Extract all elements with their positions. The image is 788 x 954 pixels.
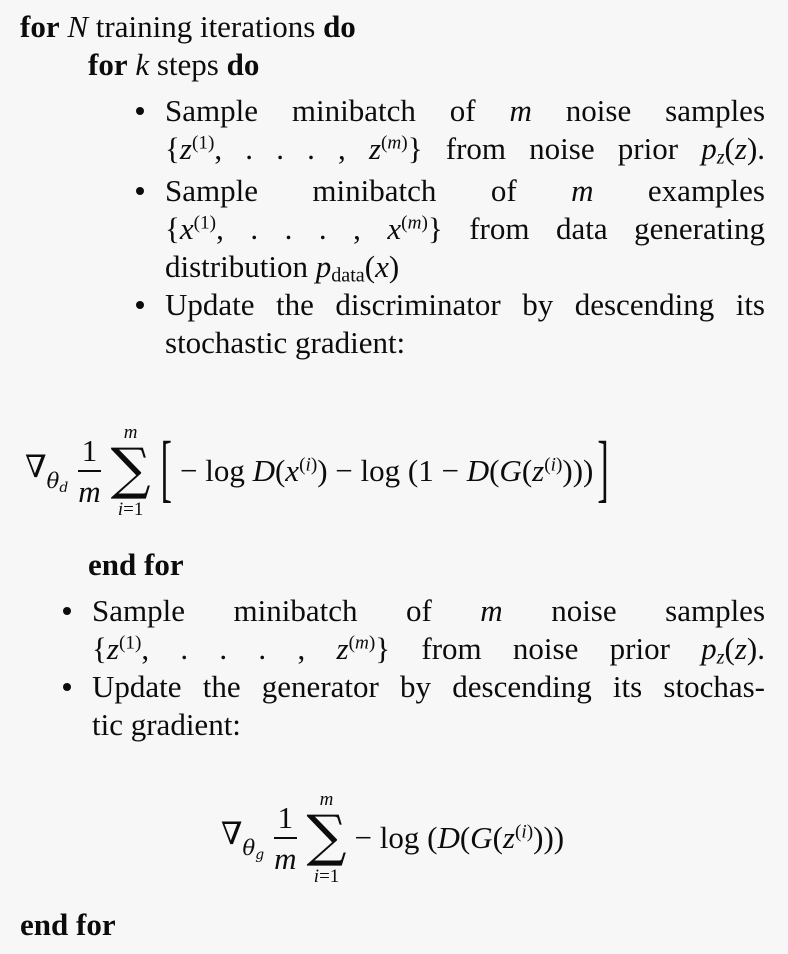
- fraction-numerator: 1: [277, 800, 294, 835]
- right-bracket: ]: [597, 429, 609, 511]
- bullet-line: Sample minibatch of m noise samples: [165, 93, 766, 128]
- summation: [111, 423, 151, 519]
- summation: [307, 790, 347, 886]
- bullet-line: tic gradient:: [92, 707, 241, 742]
- bullet-line: Sample minibatch of m noise samples: [92, 593, 766, 628]
- bullet-item-update-generator: [20, 668, 765, 744]
- summation-symbol: ∑: [110, 437, 151, 503]
- fraction-numerator: 1: [81, 433, 98, 468]
- nabla-subscript: θg: [242, 834, 265, 863]
- bullet-icon: [63, 683, 71, 691]
- bullet-item-update-discriminator: [20, 286, 765, 362]
- left-bracket: [: [160, 429, 172, 511]
- bullet-icon: [63, 607, 71, 615]
- fraction-denominator: m: [78, 474, 101, 509]
- discriminator-gradient-formula: [25, 406, 765, 536]
- summation-lower-limit: i=1: [117, 498, 144, 520]
- fraction: [274, 802, 296, 874]
- summation-symbol: ∑: [306, 804, 347, 870]
- bullet-icon: [136, 301, 144, 309]
- bullet-item-sample-examples: [20, 172, 765, 286]
- formula-body: − $\log (D(G(z^{(i)})))$: [354, 820, 565, 855]
- bullet-item-sample-noise-outer: [20, 592, 765, 668]
- bullet-line: Update the generator by descending its stochas-: [92, 669, 765, 704]
- inner-end-for-statement: end for: [88, 547, 184, 582]
- generator-gradient-formula: [20, 774, 765, 902]
- formula-body: − $\log D(x^{(i)}) - \log (1 - D(G(z^{(i)})))$: [179, 453, 594, 488]
- outer-for-statement: for N training iterations do: [20, 9, 356, 44]
- bullet-line: distribution $p_{data}(x)$: [165, 249, 400, 287]
- fraction-denominator: m: [274, 841, 297, 876]
- bullet-line: {$x^{(1)}$, . . . , $x^{(m)}$} from data generating: [165, 211, 765, 246]
- inner-for-statement: for k steps do: [88, 47, 260, 82]
- fraction-bar: [78, 470, 100, 472]
- nabla-group: [220, 816, 265, 863]
- bullet-line: Sample minibatch of m examples: [165, 173, 765, 208]
- nabla-symbol: ∇: [25, 449, 47, 486]
- bullet-line: {$z^{(1)}$, . . . , $z^{(m)}$} from noise prior $p_z(z)$.: [92, 631, 765, 669]
- bullet-line: stochastic gradient:: [165, 325, 406, 360]
- nabla-symbol: ∇: [220, 816, 243, 853]
- bullet-icon: [136, 107, 144, 115]
- nabla-subscript: θd: [46, 467, 69, 496]
- fraction-bar: [274, 837, 296, 839]
- bullet-item-sample-noise: [20, 92, 765, 168]
- summation-upper-limit: m: [123, 422, 138, 444]
- bullet-line: {$z^{(1)}$, . . . , $z^{(m)}$} from noise prior $p_z(z)$.: [165, 131, 766, 169]
- bullet-line: Update the discriminator by descending its: [165, 287, 765, 322]
- summation-lower-limit: i=1: [313, 865, 340, 887]
- bullet-icon: [136, 187, 144, 195]
- summation-upper-limit: m: [319, 789, 334, 811]
- fraction: [78, 435, 100, 507]
- nabla-group: [25, 449, 69, 496]
- outer-end-for-statement: end for: [20, 907, 116, 942]
